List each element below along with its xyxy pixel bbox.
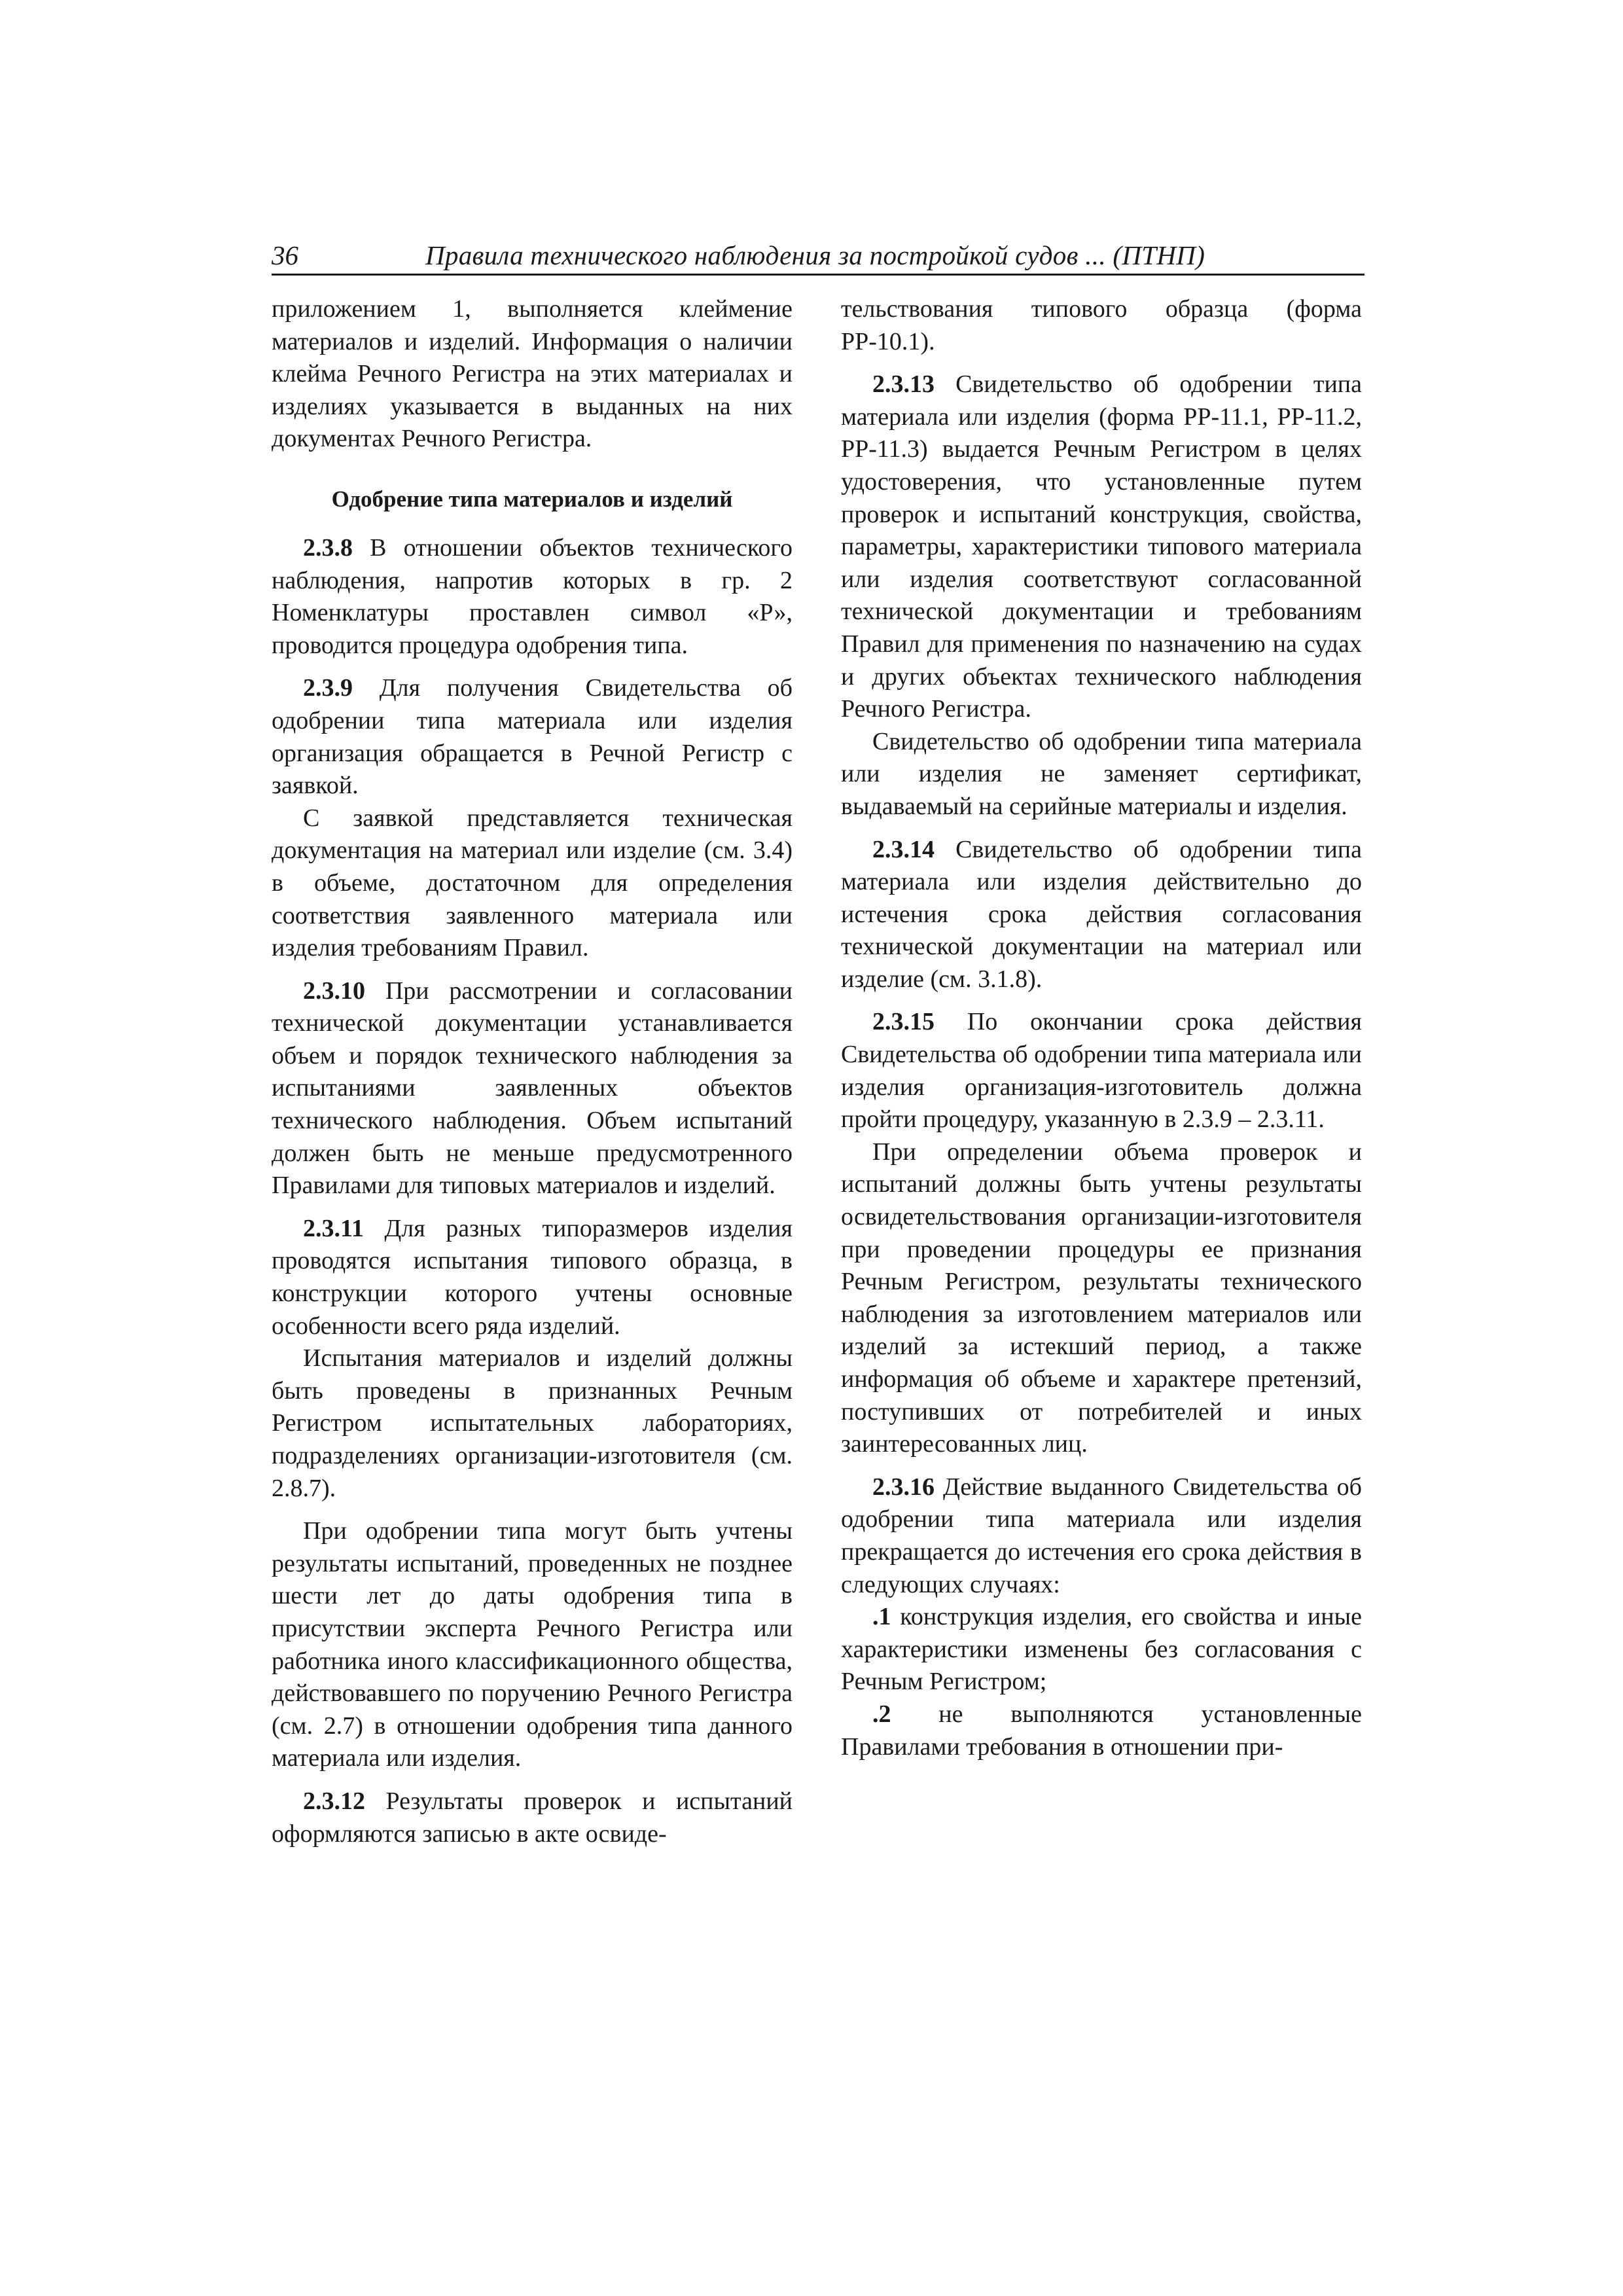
item-text: конструкция изделия, его свойства и иные характеристики изменены без согласования с Речным Регистром; bbox=[841, 1603, 1362, 1696]
clause-number: 2.3.16 bbox=[872, 1473, 935, 1501]
paragraph-2-3-13-b: Свидетельство об одобрении типа материала или изделия не заменяет сертификат, выдаваемый на серийные материалы и изделия. bbox=[841, 727, 1362, 820]
paragraph-2-3-8 bbox=[272, 532, 793, 662]
clause-text: По окончании срока действия Свидетельства об одобрении типа материала или изделия организация-изготовитель должна пройти процедуру, указанную в 2.3.9 – 2.3.11. bbox=[841, 1008, 1362, 1134]
clause-text: Действие выданного Свидетельства об одобрении типа материала или изделия прекращается до истечения его срока действия в следующих случаях: bbox=[841, 1473, 1362, 1598]
item-text: не выполняются установленные Правилами требования в отношении при- bbox=[841, 1700, 1362, 1761]
clause-text: При рассмотрении и согласовании технической документации устанавливается объем и порядок технического наблюдения за испытаниями заявленных объектов технического наблюдения. Объем испытаний должен быть не меньше предусмотренного Правилами для типовых материалов и изделий. bbox=[272, 977, 793, 1200]
paragraph-2-3-11 bbox=[272, 1213, 793, 1342]
paragraph-intro: приложением 1, выполняется клеймение материалов и изделий. Информация о наличии клейма Речного Регистра на этих материалах и изделиях указывается в выданных на них документах Речного Регистра. bbox=[272, 295, 793, 453]
paragraph-2-3-11-c: При одобрении типа могут быть учтены результаты испытаний, проведенных не позднее шести лет до даты одобрения типа в присутствии эксперта Речного Регистра или работника иного классификационного общества, действовавшего по поручению Речного Регистра (см. 2.7) в отношении одобрения типа данного материала или изделия. bbox=[272, 1517, 793, 1772]
item-number: .2 bbox=[872, 1700, 891, 1728]
clause-number: 2.3.12 bbox=[303, 1787, 365, 1815]
paragraph-2-3-11-b: Испытания материалов и изделий должны быть проведены в признанных Речным Регистром испытательных лабораториях, подразделениях организации-изготовителя (см. 2.8.7). bbox=[272, 1344, 793, 1502]
running-header bbox=[272, 237, 1364, 274]
clause-number: 2.3.8 bbox=[303, 533, 353, 562]
clause-text: Для получения Свидетельства об одобрении типа материала или изделия организация обращается в Речной Регистр с заявкой. bbox=[272, 674, 793, 800]
paragraph-2-3-15-b: При определении объема проверок и испытаний должны быть учтены результаты освидетельствования организации-изготовителя при проведении процедуры ее признания Речным Регистром, результаты технического наблюдения за изготовлением материалов или изделий за истекший период, а также информация об объеме и характере претензий, поступивших от потребителей и иных заинтересованных лиц. bbox=[841, 1138, 1362, 1458]
paragraph-continuation: тельствования типового образца (форма РР-10.1). bbox=[841, 295, 1362, 355]
list-item-2 bbox=[841, 1698, 1362, 1763]
section-heading: Одобрение типа материалов и изделий bbox=[331, 486, 733, 512]
paragraph-2-3-15 bbox=[841, 1006, 1362, 1136]
paragraph-2-3-10 bbox=[272, 975, 793, 1202]
header-rule bbox=[272, 274, 1364, 276]
paragraph-2-3-12 bbox=[272, 1785, 793, 1850]
clause-number: 2.3.9 bbox=[303, 674, 353, 702]
page-number: 36 bbox=[272, 240, 298, 270]
clause-number: 2.3.15 bbox=[872, 1008, 935, 1036]
item-number: .1 bbox=[872, 1603, 891, 1631]
clause-text: Для разных типоразмеров изделия проводятся испытания типового образца, в конструкции которого учтены основные особенности всего ряда изделий. bbox=[272, 1214, 793, 1340]
list-item-1 bbox=[841, 1601, 1362, 1698]
clause-number: 2.3.14 bbox=[872, 835, 935, 863]
clause-number: 2.3.13 bbox=[872, 370, 935, 399]
paragraph-2-3-13 bbox=[841, 368, 1362, 726]
header-title: Правила технического наблюдения за постройкой судов ... (ПТНП) bbox=[425, 240, 1205, 270]
paragraph-2-3-14 bbox=[841, 834, 1362, 996]
clause-text: Свидетельство об одобрении типа материала или изделия (форма РР-11.1, РР-11.2, РР-11.3) выдается Речным Регистром в целях удостоверения, что установленные путем проверок и испытаний конструкция, свойства, параметры, характеристики типового материала или изделия соответствуют согласованной технической документации и требованиям Правил для применения по назначению на судах и других объектах технического наблюдения Речного Регистра. bbox=[841, 370, 1362, 723]
clause-number: 2.3.10 bbox=[303, 977, 365, 1005]
clause-text: Результаты проверок и испытаний оформляются записью в акте освиде- bbox=[272, 1787, 793, 1848]
paragraph-2-3-9 bbox=[272, 672, 793, 802]
paragraph-2-3-16 bbox=[841, 1471, 1362, 1601]
clause-text: Свидетельство об одобрении типа материала или изделия действительно до истечения срока действия согласования технической документации на материал или изделие (см. 3.1.8). bbox=[841, 835, 1362, 993]
clause-number: 2.3.11 bbox=[303, 1214, 364, 1242]
clause-text: В отношении объектов технического наблюдения, напротив которых в гр. 2 Номенклатуры проставлен символ «Р», проводится процедура одобрения типа. bbox=[272, 533, 793, 659]
right-column bbox=[841, 293, 1362, 1763]
paragraph-2-3-9-b: С заявкой представляется техническая документация на материал или изделие (см. 3.4) в объеме, достаточном для определения соответствия заявленного материала или изделия требованиям Правил. bbox=[272, 804, 793, 962]
left-column bbox=[272, 293, 793, 1850]
